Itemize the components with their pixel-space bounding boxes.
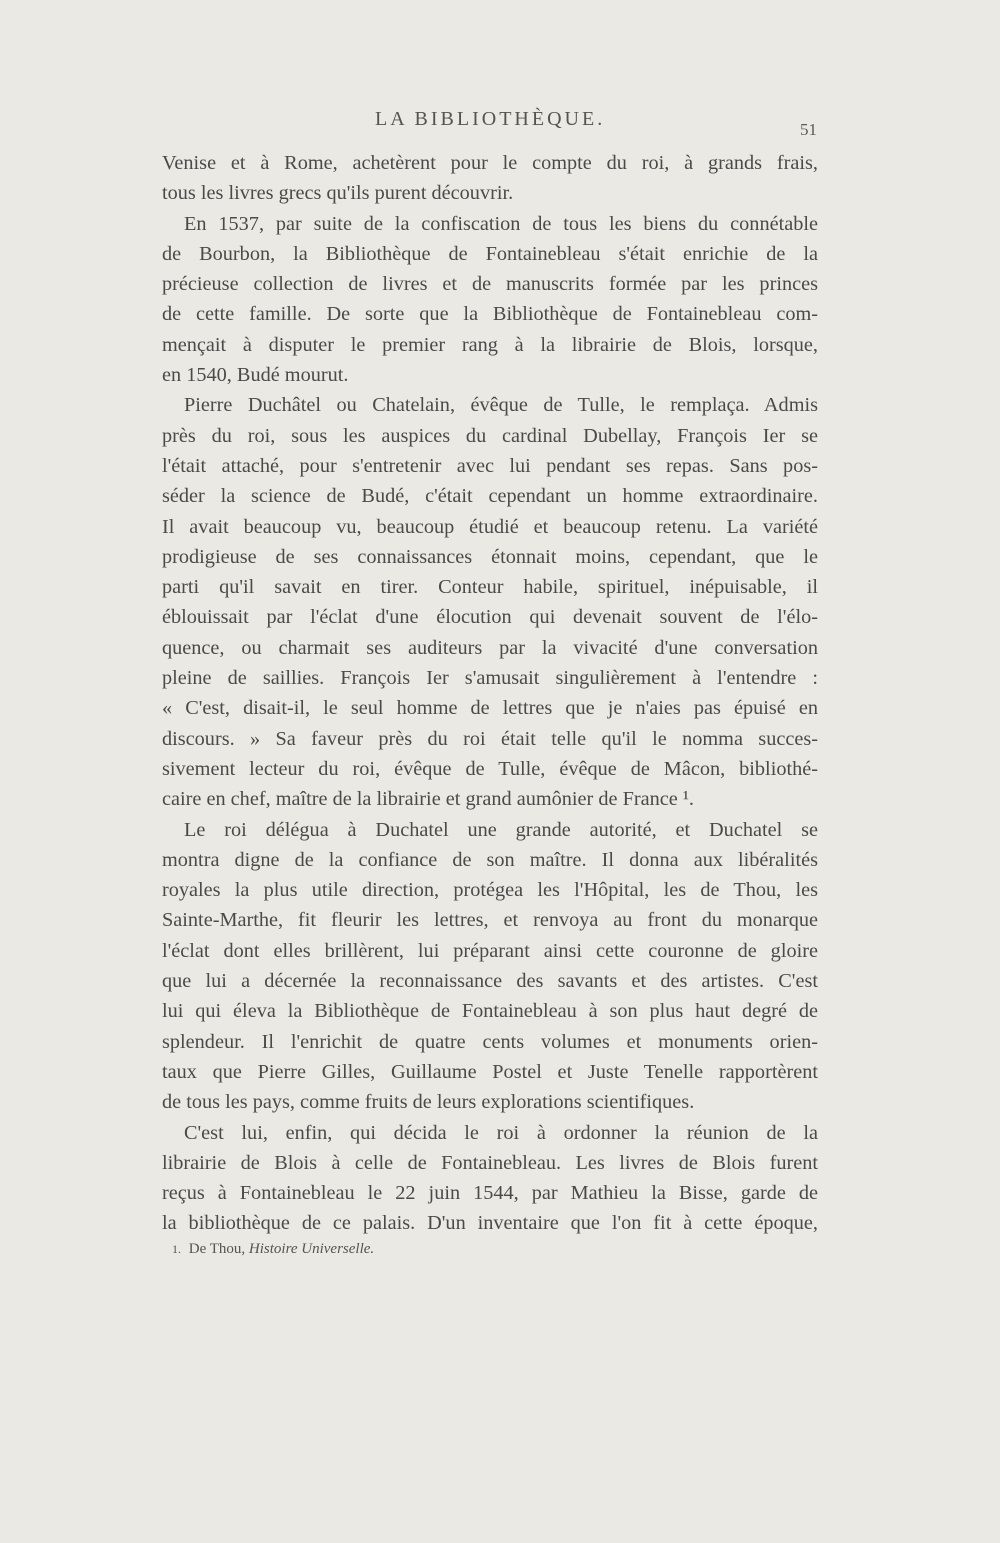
text-line: librairie de Blois à celle de Fontainebleau. Les livres de Blois furent — [162, 1151, 818, 1174]
footnote-number: 1. — [172, 1242, 181, 1256]
text-line: C'est lui, enfin, qui décida le roi à ordonner la réunion de la — [184, 1121, 818, 1144]
text-line: l'éclat dont elles brillèrent, lui préparant ainsi cette couronne de gloire — [162, 939, 818, 962]
body-text — [162, 148, 818, 1239]
text-line: splendeur. Il l'enrichit de quatre cents volumes et monuments orien- — [162, 1030, 818, 1053]
text-line: sivement lecteur du roi, évêque de Tulle, évêque de Mâcon, bibliothé- — [162, 757, 818, 780]
text-line: parti qu'il savait en tirer. Conteur habile, spirituel, inépuisable, il — [162, 576, 818, 599]
text-line: que lui a décernée la reconnaissance des savants et des artistes. C'est — [162, 970, 818, 993]
text-line: prodigieuse de ses connaissances étonnait moins, cependant, que le — [162, 545, 818, 568]
text-line: de Bourbon, la Bibliothèque de Fontainebleau s'était enrichie de la — [162, 242, 818, 265]
text-line: royales la plus utile direction, protégea les l'Hôpital, les de Thou, les — [162, 879, 818, 902]
text-line: pleine de saillies. François Ier s'amusait singulièrement à l'entendre : — [162, 667, 818, 690]
text-line: Il avait beaucoup vu, beaucoup étudié et beaucoup retenu. La variété — [162, 515, 818, 538]
footnote-work-title: Histoire Universelle. — [248, 1241, 375, 1257]
text-line: l'était attaché, pour s'entretenir avec lui pendant ses repas. Sans pos- — [162, 454, 818, 477]
text-line: de tous les pays, comme fruits de leurs explorations scientifiques. — [162, 1091, 695, 1114]
text-line: éblouissait par l'éclat d'une élocution qui devenait souvent de l'élo- — [162, 606, 818, 629]
text-line: Sainte-Marthe, fit fleurir les lettres, et renvoya au front du monarque — [162, 909, 818, 932]
text-line: de cette famille. De sorte que la Bibliothèque de Fontainebleau com- — [162, 303, 818, 326]
page-number: 51 — [800, 120, 817, 139]
text-line: « C'est, disait-il, le seul homme de lettres que je n'aies pas épuisé en — [162, 697, 818, 720]
text-line: mençait à disputer le premier rang à la librairie de Blois, lorsque, — [162, 333, 818, 356]
text-line: taux que Pierre Gilles, Guillaume Postel et Juste Tenelle rapportèrent — [162, 1060, 818, 1083]
footnote — [172, 1241, 374, 1258]
text-line: Pierre Duchâtel ou Chatelain, évêque de Tulle, le remplaça. Admis — [184, 394, 818, 417]
text-line: quence, ou charmait ses auditeurs par la vivacité d'une conversation — [162, 636, 818, 659]
footnote-author: De Thou, — [188, 1241, 246, 1257]
text-line: Le roi délégua à Duchatel une grande autorité, et Duchatel se — [184, 818, 818, 841]
text-line: reçus à Fontainebleau le 22 juin 1544, par Mathieu la Bisse, garde de — [162, 1182, 818, 1205]
text-line: tous les livres grecs qu'ils purent découvrir. — [162, 182, 514, 205]
text-line: précieuse collection de livres et de manuscrits formée par les princes — [162, 273, 818, 296]
text-line: lui qui éleva la Bibliothèque de Fontainebleau à son plus haut degré de — [162, 1000, 818, 1023]
text-line: séder la science de Budé, c'était cependant un homme extraordinaire. — [162, 485, 818, 508]
text-line: En 1537, par suite de la confiscation de tous les biens du connétable — [184, 212, 818, 235]
running-title: LA BIBLIOTHÈQUE. — [375, 108, 606, 130]
text-line: en 1540, Budé mourut. — [162, 364, 349, 387]
text-line: la bibliothèque de ce palais. D'un inventaire que l'on fit à cette époque, — [162, 1212, 818, 1235]
text-line: près du roi, sous les auspices du cardinal Dubellay, François Ier se — [162, 424, 818, 447]
text-line: Venise et à Rome, achetèrent pour le compte du roi, à grands frais, — [162, 152, 818, 174]
text-line: discours. » Sa faveur près du roi était telle qu'il le nomma succes- — [162, 727, 818, 750]
text-line: montra digne de la confiance de son maître. Il donna aux libéralités — [162, 848, 818, 871]
text-line: caire en chef, maître de la librairie et grand aumônier de France ¹. — [162, 788, 694, 811]
